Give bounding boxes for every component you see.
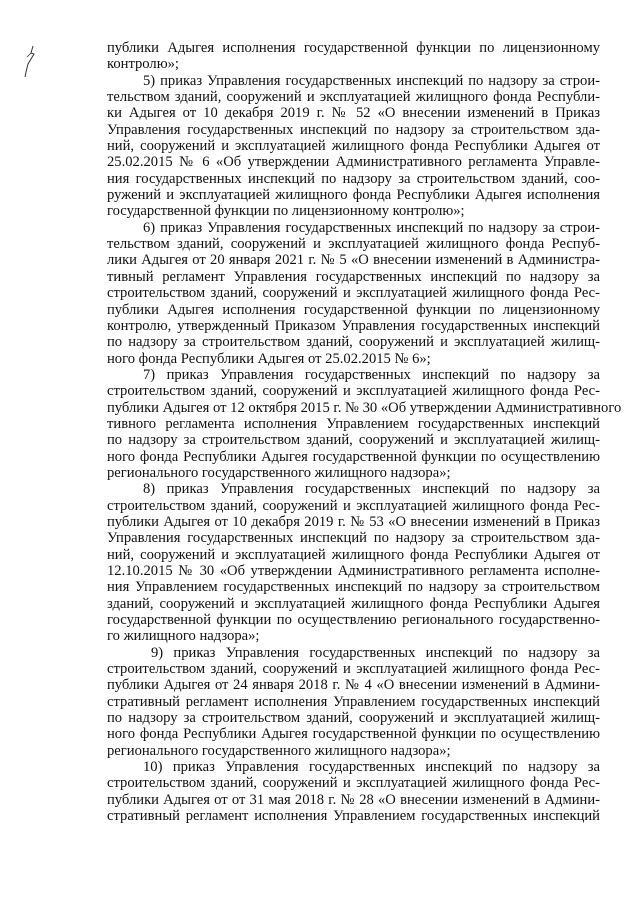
text-line: 10) приказ Управления государственных инспекций по надзору за: [143, 759, 600, 776]
text-line: государственной функции по осуществлению регионального государственно-: [107, 612, 600, 629]
text-line: 12.10.2015 № 30 «Об утверждении Административного регламента исполне-: [107, 563, 600, 579]
pen-mark-icon: [22, 44, 36, 78]
text-line: тивный регламент Управления государственных инспекций по надзору за: [107, 268, 600, 285]
text-line: строительством зданий, сооружений и эксплуатацией жилищного фонда Рес-: [107, 661, 600, 678]
text-line: стративный регламент исполнения Управлением государственных инспекций: [107, 693, 600, 710]
text-line: лики Адыгея от 20 января 2021 г. № 5 «О внесении изменений в Администра-: [107, 252, 600, 269]
text-line: публики Адыгея от 24 января 2018 г. № 4 «О внесении изменений в Админи-: [107, 677, 600, 694]
text-line: ки Адыгея от 10 декабря 2019 г. № 52 «О внесении изменений в Приказ: [107, 105, 600, 122]
paragraph-item-8: [107, 481, 600, 644]
text-line: по надзору за строительством зданий, сооружений и эксплуатацией жилищ-: [107, 432, 600, 449]
text-line: публики Адыгея исполнения государственной функции по лицензионному: [107, 40, 600, 56]
text-line: по надзору за строительством зданий, сооружений и эксплуатацией жилищ-: [107, 710, 600, 727]
text-line: строительством зданий, сооружений и эксплуатацией жилищного фонда Рес-: [107, 285, 600, 302]
paragraph-item-6: [107, 220, 600, 367]
text-line: ного фонда Республики Адыгея государственной функции по осуществлению: [107, 448, 600, 465]
text-line: регионального государственного жилищного надзора»;: [107, 464, 451, 481]
text-line: стративный регламент исполнения Управлением государственных инспекций: [107, 808, 600, 825]
text-line: контролю»;: [107, 56, 179, 73]
text-line: строительством зданий, сооружений и эксплуатацией жилищного фонда Рес-: [107, 497, 600, 514]
text-line: ного фонда Республики Адыгея государственной функции по осуществлению: [107, 726, 600, 743]
text-line: ний, сооружений и эксплуатацией жилищного фонда Республики Адыгея от: [107, 138, 600, 155]
text-line: строительством зданий, сооружений и эксплуатацией жилищного фонда Рес-: [107, 383, 600, 400]
paragraph-item-9: [107, 645, 600, 759]
text-line: регионального государственного жилищного надзора»;: [107, 742, 451, 759]
text-line: 7) приказ Управления государственных инспекций по надзору за: [143, 366, 600, 383]
text-line: государственной функции по лицензионному контролю»;: [107, 203, 465, 220]
text-line: 5) приказ Управления государственных инспекций по надзору за строи-: [143, 72, 600, 89]
text-line: 8) приказ Управления государственных инспекций по надзору за: [143, 481, 600, 498]
text-line: ний, сооружений и эксплуатацией жилищного фонда Республики Адыгея от: [107, 546, 600, 563]
text-line: публики Адыгея от от 31 мая 2018 г. № 28 «О внесении изменений в Админи-: [107, 791, 600, 808]
paragraph-item-10: [107, 759, 600, 824]
text-line: 25.02.2015 № 6 «Об утверждении Административного регламента Управле-: [107, 154, 600, 171]
text-line: строительством зданий, сооружений и эксплуатацией жилищного фонда Рес-: [107, 775, 600, 792]
text-line: публики Адыгея от 12 октября 2015 г. № 30 «Об утверждении Административного: [107, 399, 622, 416]
text-line: ния государственных инспекций по надзору за строительством зданий, соо-: [107, 170, 600, 187]
text-line: ружений и эксплуатацией жилищного фонда Республики Адыгея исполнения: [107, 187, 600, 204]
text-line: зданий, сооружений и эксплуатацией жилищного фонда Республики Адыгея: [107, 595, 600, 612]
text-line: контролю, утвержденный Приказом Управления государственных инспекций: [107, 317, 600, 334]
text-line: тивного регламента исполнения Управлением государственных инспекций: [107, 415, 600, 432]
paragraph-item-7: [107, 366, 622, 481]
text-line: ния Управлением государственных инспекций по надзору за строительством: [107, 579, 600, 596]
text-line: тельством зданий, сооружений и эксплуатацией жилищного фонда Республи-: [107, 89, 600, 106]
text-line: 6) приказ Управления государственных инспекций по надзору за строи-: [143, 219, 600, 236]
text-line: ного фонда Республики Адыгея от 25.02.2015 № 6»;: [107, 350, 431, 367]
paragraph-item-5: [107, 73, 600, 220]
text-line: тельством зданий, сооружений и эксплуатацией жилищного фонда Респуб-: [107, 236, 600, 253]
text-line: го жилищного надзора»;: [107, 628, 260, 645]
document-body: [107, 40, 622, 825]
text-line: 9) приказ Управления государственных инспекций по надзору за: [151, 644, 600, 661]
text-line: публики Адыгея исполнения государственной функции по лицензионному: [107, 301, 600, 318]
paragraph-continuation: [107, 40, 600, 73]
text-line: Управления государственных инспекций по надзору за строительством зда-: [107, 530, 600, 547]
text-line: публики Адыгея от 10 декабря 2019 г. № 53 «О внесении изменений в Приказ: [107, 513, 600, 530]
text-line: по надзору за строительством зданий, сооружений и эксплуатацией жилищ-: [107, 334, 600, 351]
text-line: Управления государственных инспекций по надзору за строительством зда-: [107, 121, 600, 138]
